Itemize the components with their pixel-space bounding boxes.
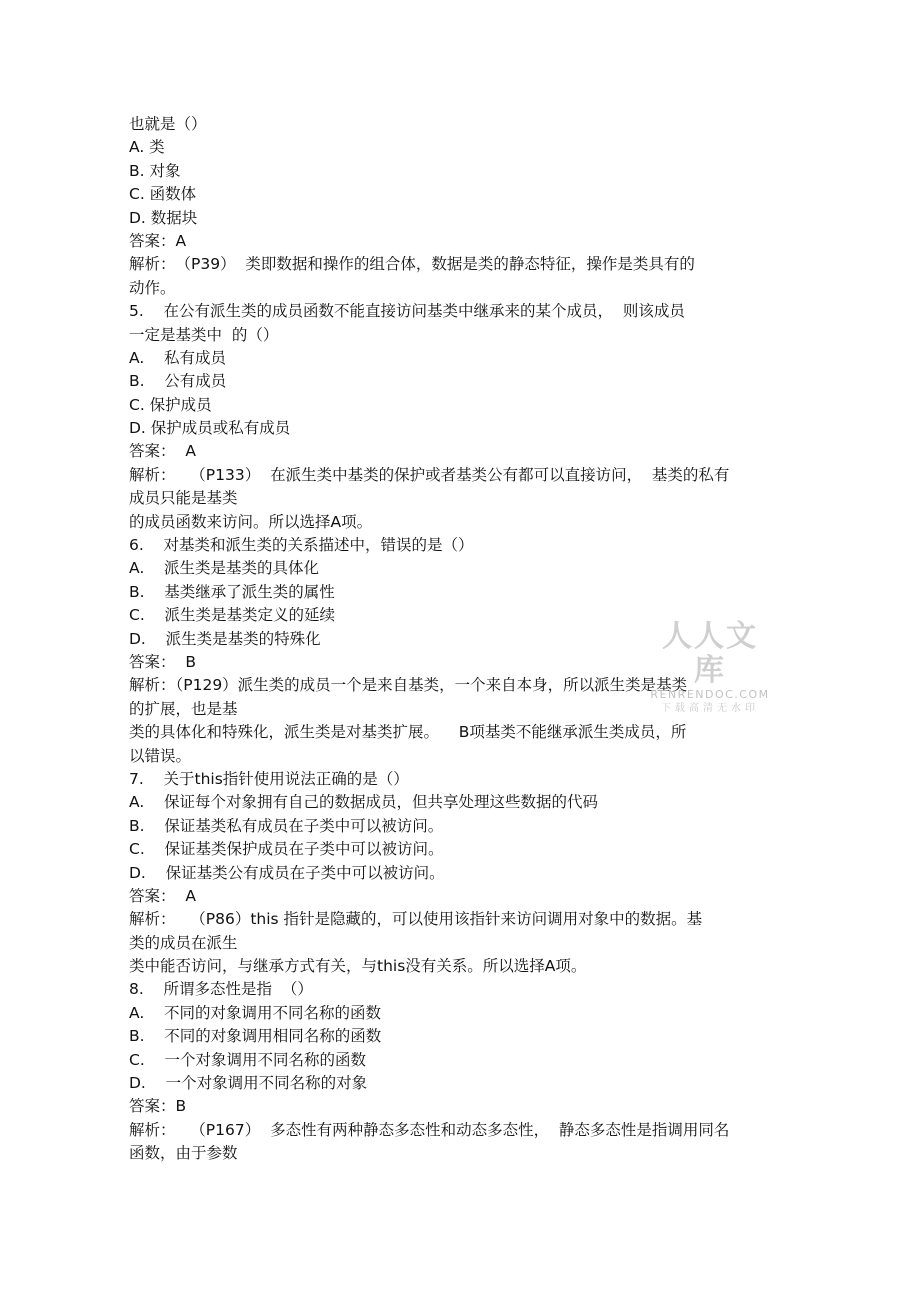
text-line: 的成员函数来访问。所以选择A项。	[129, 512, 373, 531]
text-line: 答案： B	[129, 652, 196, 671]
text-line: C. 一个对象调用不同名称的函数	[129, 1050, 366, 1069]
text-line: A. 私有成员	[129, 348, 226, 367]
text-line: 6. 对基类和派生类的关系描述中，错误的是（）	[129, 536, 474, 555]
text-line: C. 保护成员	[129, 395, 212, 414]
text-line: A. 类	[129, 138, 165, 157]
text-line: B. 保证基类私有成员在子类中可以被访问。	[129, 816, 444, 835]
text-line: 类的成员在派生	[129, 933, 238, 952]
text-line: A. 不同的对象调用不同名称的函数	[129, 1003, 381, 1022]
watermark-tagline: 下载高清无水印	[661, 703, 759, 714]
text-line: 解析： （P86）this 指针是隐藏的，可以使用该指针来访问调用对象中的数据。基	[129, 910, 703, 929]
text-line: 答案：A	[129, 231, 187, 250]
text-line: A. 保证每个对象拥有自己的数据成员，但共享处理这些数据的代码	[129, 793, 598, 812]
text-line: D. 保证基类公有成员在子类中可以被访问。	[129, 863, 445, 882]
text-line: 解析： （P133） 在派生类中基类的保护或者基类公有都可以直接访问， 基类的私有	[129, 465, 730, 484]
text-line: 答案： A	[129, 886, 196, 905]
text-line: 答案： A	[129, 442, 196, 461]
text-line: 解析： （P39） 类即数据和操作的组合体，数据是类的静态特征，操作是类具有的	[129, 255, 695, 274]
text-line: 5. 在公有派生类的成员函数不能直接访问基类中继承来的某个成员， 则该成员	[129, 302, 685, 321]
text-line: 以错误。	[129, 746, 192, 765]
text-line: 类中能否访问，与继承方式有关，与this没有关系。所以选择A项。	[129, 957, 587, 976]
watermark-title: 人人文库	[662, 619, 758, 688]
text-line: D. 数据块	[129, 208, 198, 227]
text-line: 动作。	[129, 278, 176, 297]
text-line: C. 函数体	[129, 185, 197, 204]
text-line: B. 基类继承了派生类的属性	[129, 582, 335, 601]
watermark-domain: RENRENDOC.COM	[650, 688, 770, 701]
text-line: D. 派生类是基类的特殊化	[129, 629, 321, 648]
watermark-logo	[648, 620, 772, 715]
text-line: 解析： （P167） 多态性有两种静态多态性和动态多态性， 静态多态性是指调用同名	[129, 1120, 730, 1139]
text-line: B. 不同的对象调用相同名称的函数	[129, 1027, 382, 1046]
text-line: D. 保护成员或私有成员	[129, 419, 291, 438]
text-line: 也就是（）	[129, 115, 207, 133]
text-line: 解析：（P129）派生类的成员一个是来自基类，一个来自本身，所以派生类是基类	[129, 676, 688, 695]
text-line: C. 派生类是基类定义的延续	[129, 606, 335, 625]
text-line: B. 对象	[129, 161, 181, 180]
text-line: 7. 关于this指针使用说法正确的是（）	[129, 769, 409, 788]
text-line: C. 保证基类保护成员在子类中可以被访问。	[129, 840, 444, 859]
text-line: 一定是基类中 的（）	[129, 325, 279, 344]
text-line: A. 派生类是基类的具体化	[129, 559, 319, 578]
text-line: D. 一个对象调用不同名称的对象	[129, 1074, 368, 1093]
text-line: 答案：B	[129, 1097, 187, 1116]
text-line: 的扩展，也是基	[129, 699, 238, 718]
text-line: 8. 所谓多态性是指 （）	[129, 980, 313, 999]
text-line: 成员只能是基类	[129, 489, 238, 508]
text-line: 类的具体化和特殊化，派生类是对基类扩展。 B项基类不能继承派生类成员，所	[129, 723, 687, 742]
text-line: 函数，由于参数	[129, 1144, 238, 1163]
text-line: B. 公有成员	[129, 372, 227, 391]
